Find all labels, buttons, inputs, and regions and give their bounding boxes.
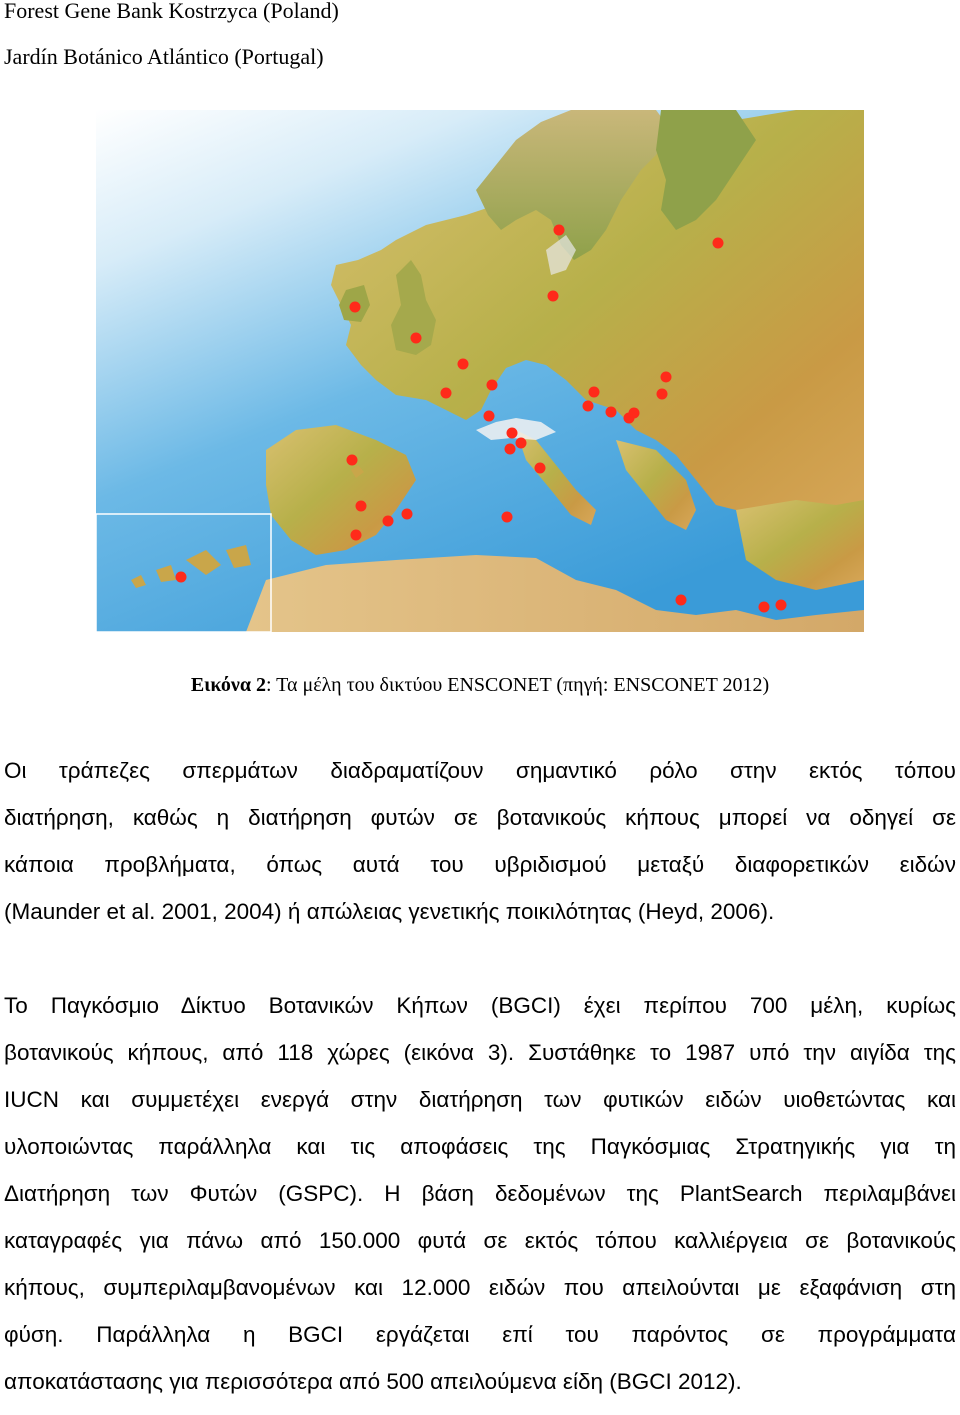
paragraph-bgci — [4, 992, 956, 1415]
member-marker — [402, 509, 413, 520]
member-marker — [759, 602, 770, 613]
member-marker — [589, 387, 600, 398]
paragraph-line: IUCN και συμμετέχει ενεργά στην διατήρηση των φυτικών ειδών υιοθετώντας και — [4, 1087, 956, 1112]
member-marker — [411, 333, 422, 344]
paragraph-line: (Maunder et al. 2001, 2004) ή απώλειας γενετικής ποικιλότητας (Heyd, 2006). — [4, 899, 775, 924]
member-marker — [629, 408, 640, 419]
member-marker — [657, 389, 668, 400]
member-marker — [507, 428, 518, 439]
paragraph-line: Το Παγκόσμιο Δίκτυο Βοτανικών Κήπων (BGCI) έχει περίπου 700 μέλη, κυρίως — [4, 993, 956, 1018]
member-marker — [347, 455, 358, 466]
member-marker — [776, 600, 787, 611]
member-marker — [487, 380, 498, 391]
paragraph-line: καταγραφές για πάνω από 150.000 φυτά σε εκτός τόπου καλλιέργεια σε βοτανικούς — [4, 1228, 956, 1253]
paragraph-line: φύση. Παράλληλα η BGCI εργάζεται επί του παρόντος σε προγράμματα — [4, 1322, 956, 1347]
caption-label: Εικόνα 2 — [190, 674, 266, 696]
member-marker — [351, 530, 362, 541]
member-marker — [484, 411, 495, 422]
member-marker — [505, 444, 516, 455]
member-marker — [356, 501, 367, 512]
paragraph-line: διατήρηση, καθώς η διατήρηση φυτών σε βοτανικούς κήπους μπορεί να οδηγεί σε — [4, 805, 956, 830]
member-marker — [516, 438, 527, 449]
header-line-2: Jardín Botánico Atlántico (Portugal) — [4, 44, 324, 69]
member-marker — [350, 302, 361, 313]
header-line-1: Forest Gene Bank Kostrzyca (Poland) — [4, 0, 339, 23]
member-marker — [583, 401, 594, 412]
member-marker — [661, 372, 672, 383]
paragraph-seed-banks — [4, 757, 956, 945]
member-marker — [535, 463, 546, 474]
paragraph-line: Οι τράπεζες σπερμάτων διαδραματίζουν σημαντικό ρόλο στην εκτός τόπου — [4, 758, 956, 783]
member-marker — [554, 225, 565, 236]
member-marker — [441, 388, 452, 399]
paragraph-line: βοτανικούς κήπους, από 118 χώρες (εικόνα 3). Συστάθηκε το 1987 υπό την αιγίδα της — [4, 1040, 956, 1065]
member-marker — [606, 407, 617, 418]
figure-caption — [0, 673, 960, 697]
ensconet-members-map — [96, 110, 864, 632]
paragraph-line: υλοποιώντας παράλληλα και τις αποφάσεις της Παγκόσμιας Στρατηγικής για τη — [4, 1134, 956, 1159]
paragraph-line: κάποια προβλήματα, όπως αυτά του υβριδισμού μεταξύ διαφορετικών ειδών — [4, 852, 956, 877]
paragraph-line: κήπους, συμπεριλαμβανομένων και 12.000 ειδών που απειλούνται με εξαφάνιση στη — [4, 1275, 956, 1300]
member-marker — [548, 291, 559, 302]
member-marker — [713, 238, 724, 249]
europe-relief-map — [96, 110, 864, 632]
member-marker — [458, 359, 469, 370]
member-marker — [176, 572, 187, 583]
paragraph-line: αποκατάστασης για περισσότερα από 500 απειλούμενα είδη (BGCI 2012). — [4, 1369, 742, 1394]
member-marker — [383, 516, 394, 527]
paragraph-line: Διατήρηση των Φυτών (GSPC). Η βάση δεδομένων της PlantSearch περιλαμβάνει — [4, 1181, 956, 1206]
member-marker — [502, 512, 513, 523]
member-marker — [676, 595, 687, 606]
caption-text: : Τα μέλη του δικτύου ENSCONET (πηγή: ENSCONET 2012) — [265, 674, 770, 696]
